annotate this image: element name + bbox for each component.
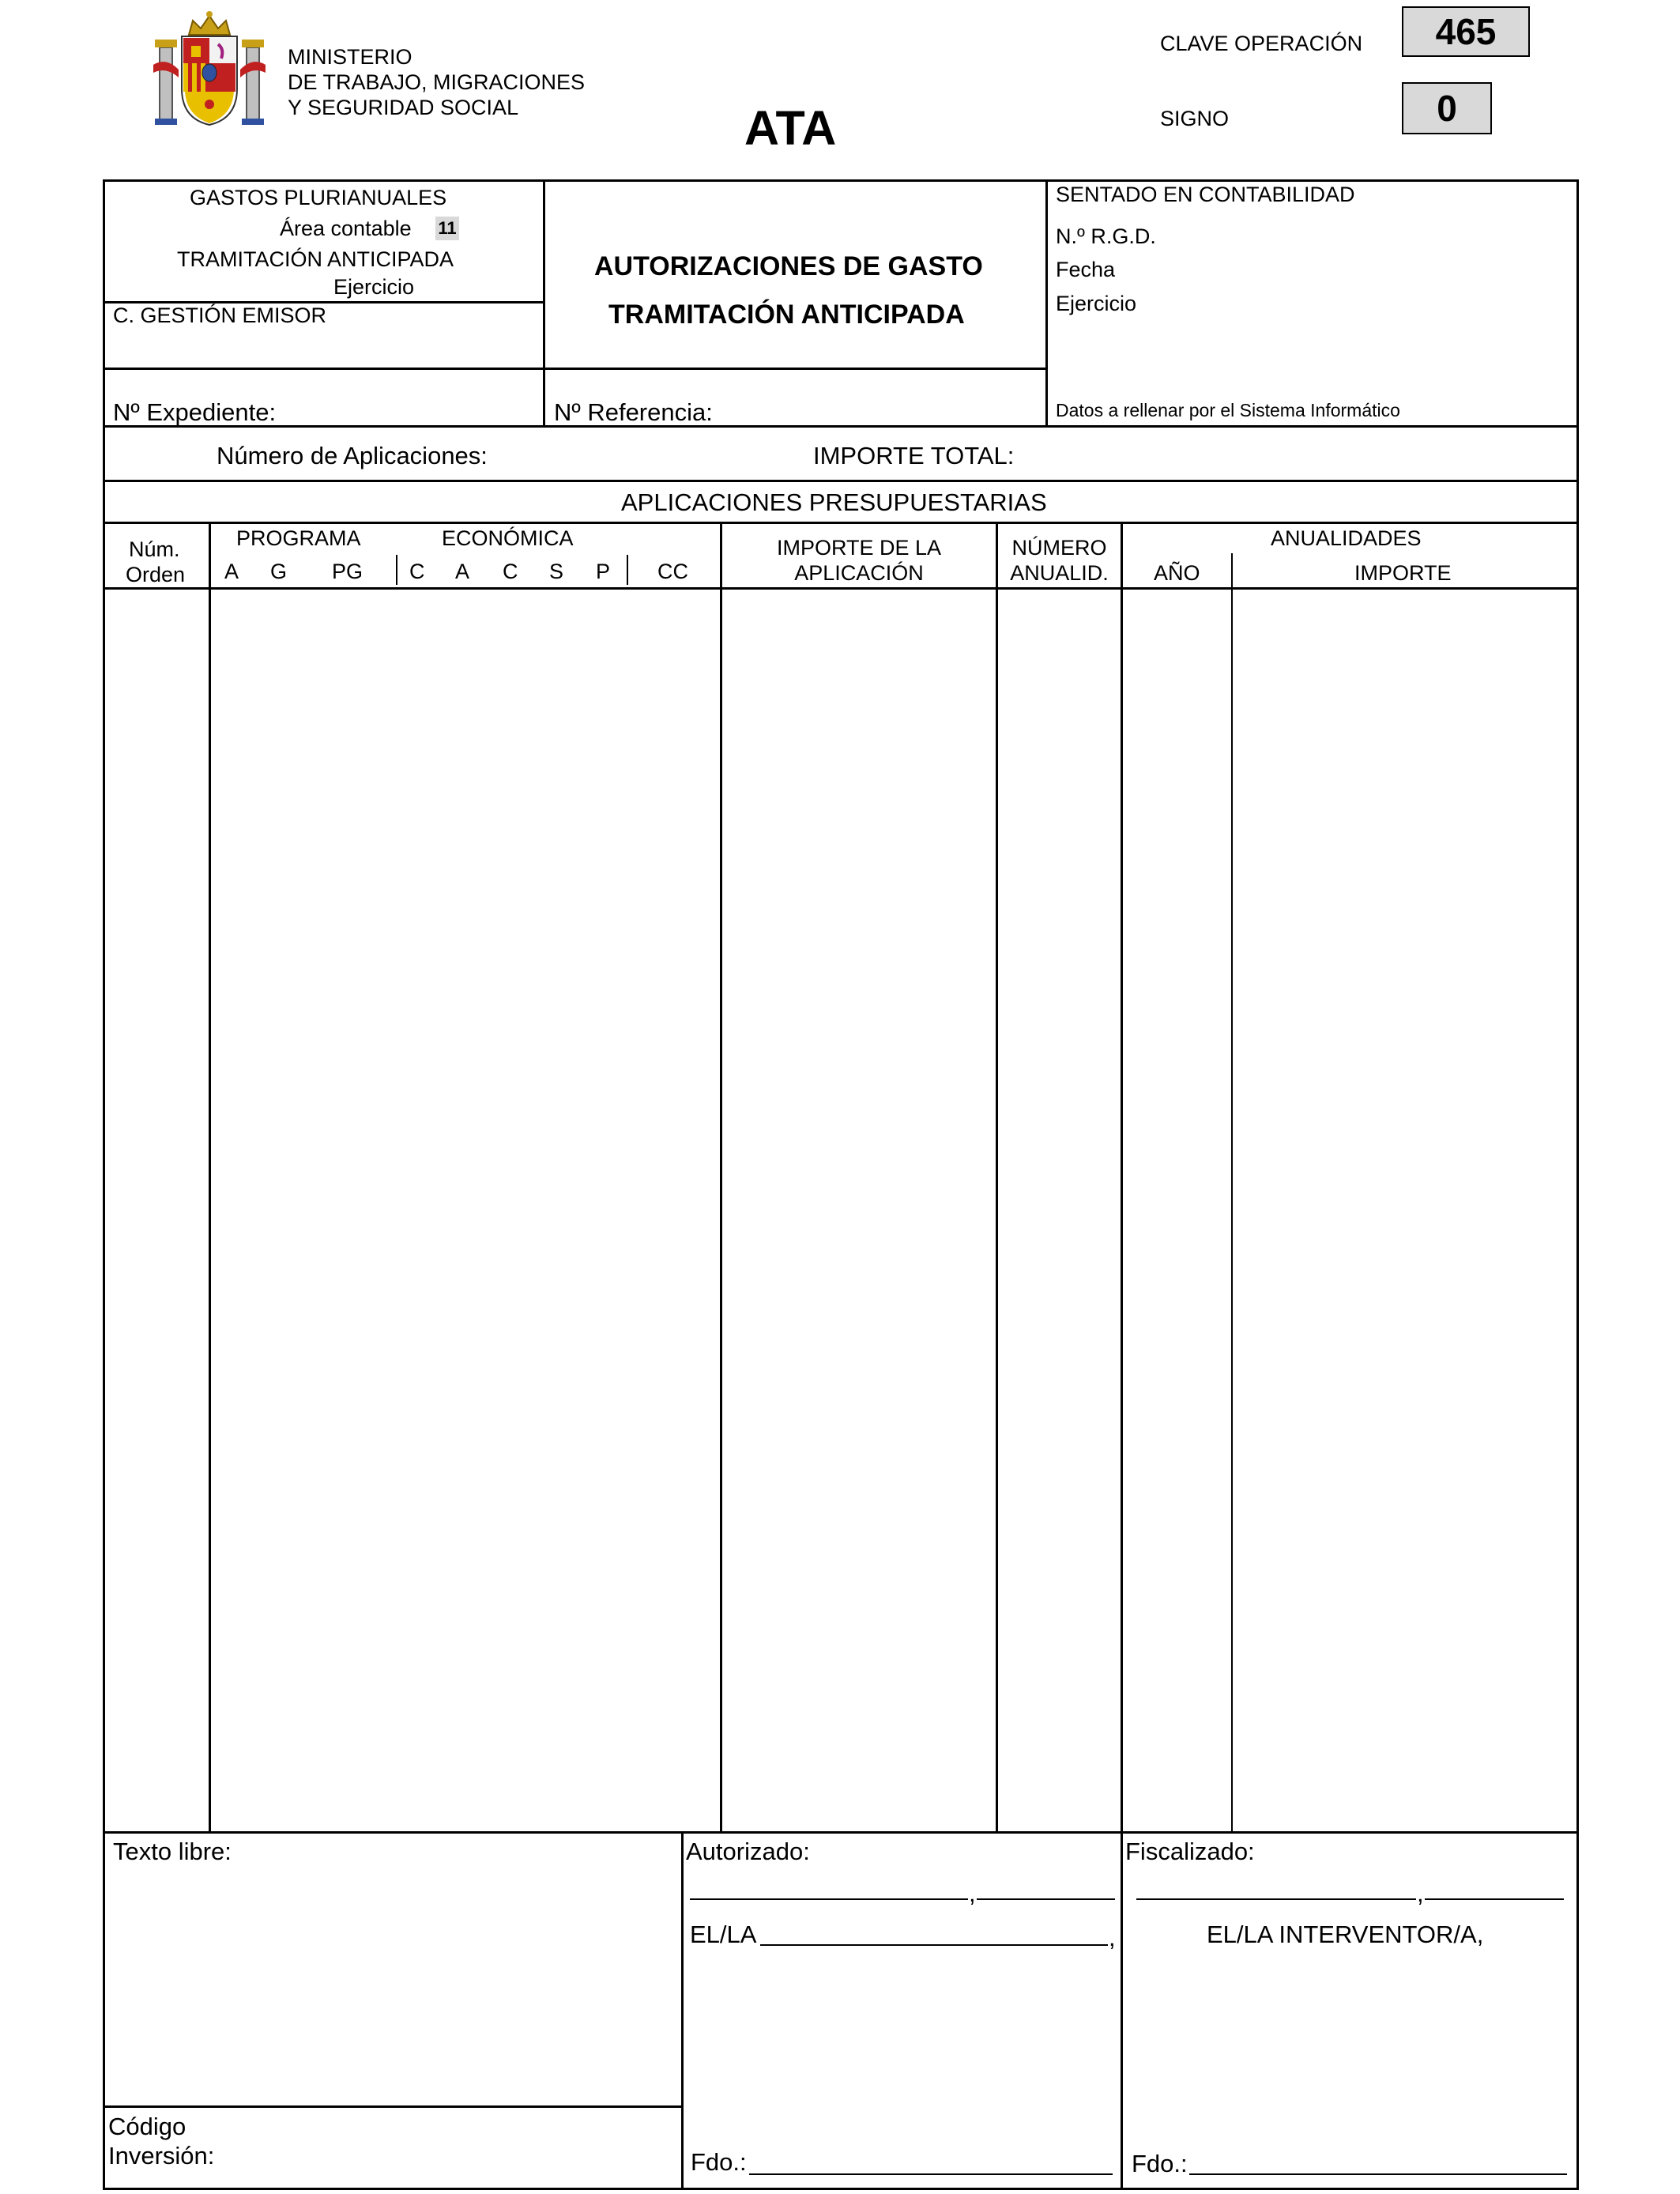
gestion-emisor-label: C. GESTIÓN EMISOR	[113, 303, 327, 327]
referencia-label: Nº Referencia:	[554, 398, 713, 426]
sub-c: C	[409, 560, 425, 583]
sub-a2: A	[455, 560, 470, 583]
ministry-line-1: MINISTERIO	[288, 45, 412, 69]
codigo-inversion-line-1: Código	[108, 2113, 186, 2140]
ministry-line-3: Y SEGURIDAD SOCIAL	[288, 96, 519, 119]
codigo-inversion-line-2: Inversión:	[108, 2142, 215, 2169]
fiscalizado-comma: ,	[1417, 1879, 1424, 1907]
signo-label: SIGNO	[1160, 107, 1230, 130]
col-importe-anualidad: IMPORTE	[1354, 561, 1452, 585]
autorizado-place-line[interactable]	[690, 1898, 968, 1900]
rgd-label: N.º R.G.D.	[1056, 224, 1156, 248]
form-title-line-1: AUTORIZACIONES DE GASTO	[594, 251, 983, 281]
autorizado-cargo-line[interactable]	[760, 1944, 1108, 1946]
col-numero-line-2: ANUALID.	[1010, 561, 1109, 585]
sub-c2: C	[503, 560, 518, 583]
clave-operacion-label: CLAVE OPERACIÓN	[1160, 32, 1363, 55]
gastos-plurianuales-label: GASTOS PLURIANUALES	[190, 186, 447, 209]
sentado-contabilidad-label: SENTADO EN CONTABILIDAD	[1056, 183, 1355, 206]
sub-cc: CC	[657, 560, 688, 583]
num-aplicaciones-label: Número de Aplicaciones:	[217, 442, 488, 469]
texto-libre-field[interactable]	[105, 1869, 681, 2103]
area-contable-label: Área contable	[280, 217, 412, 240]
col-num-line-2: Orden	[126, 563, 186, 586]
tramitacion-anticipada-label: TRAMITACIÓN ANTICIPADA	[177, 247, 454, 271]
importe-total-label: IMPORTE TOTAL:	[813, 442, 1015, 469]
col-anualidades: ANUALIDADES	[1271, 526, 1422, 550]
sub-g: G	[270, 560, 288, 583]
form-title-line-2: TRAMITACIÓN ANTICIPADA	[608, 300, 965, 330]
col-num-line-1: Núm.	[129, 537, 180, 561]
autorizado-date-line[interactable]	[977, 1898, 1115, 1900]
sub-s: S	[549, 560, 564, 583]
clave-operacion-value: 465	[1402, 6, 1530, 57]
ejercicio-right-label: Ejercicio	[1056, 292, 1137, 315]
signo-value: 0	[1402, 82, 1492, 134]
ministry-line-2: DE TRABAJO, MIGRACIONES	[288, 70, 586, 94]
autorizado-ella-comma: ,	[1109, 1924, 1116, 1951]
autorizado-firma-line[interactable]	[749, 2173, 1113, 2175]
sub-a: A	[224, 560, 239, 583]
autorizado-ella-label: EL/LA	[690, 1921, 757, 1948]
area-contable-value: 11	[435, 217, 459, 240]
expediente-label: Nº Expediente:	[113, 398, 277, 426]
table-title: APLICACIONES PRESUPUESTARIAS	[621, 488, 1047, 516]
table-body[interactable]	[105, 590, 1576, 1831]
sub-pg: PG	[332, 560, 363, 583]
col-numero-line-1: NÚMERO	[1011, 536, 1107, 560]
fiscalizado-fdo-label: Fdo.:	[1132, 2150, 1188, 2177]
texto-libre-label: Texto libre:	[113, 1838, 232, 1865]
document-code: ATA	[744, 101, 837, 155]
interventor-label: EL/LA INTERVENTOR/A,	[1207, 1921, 1484, 1948]
fiscalizado-date-line[interactable]	[1425, 1898, 1564, 1900]
col-importe-line-1: IMPORTE DE LA	[776, 536, 942, 560]
ejercicio-label: Ejercicio	[333, 275, 415, 299]
autorizado-fdo-label: Fdo.:	[691, 2148, 747, 2176]
datos-sistema-note: Datos a rellenar por el Sistema Informático	[1056, 400, 1400, 420]
fiscalizado-place-line[interactable]	[1136, 1898, 1416, 1900]
col-programa: PROGRAMA	[236, 526, 361, 550]
fecha-label: Fecha	[1056, 258, 1116, 281]
autorizado-label: Autorizado:	[686, 1838, 810, 1865]
autorizado-comma: ,	[969, 1879, 976, 1907]
col-importe-line-2: APLICACIÓN	[794, 561, 924, 585]
fiscalizado-firma-line[interactable]	[1189, 2173, 1567, 2175]
coat-of-arms-logo	[153, 9, 266, 128]
fiscalizado-label: Fiscalizado:	[1125, 1838, 1255, 1865]
col-anio: AÑO	[1154, 561, 1200, 585]
sub-p: P	[596, 560, 611, 583]
col-economica: ECONÓMICA	[442, 526, 574, 550]
